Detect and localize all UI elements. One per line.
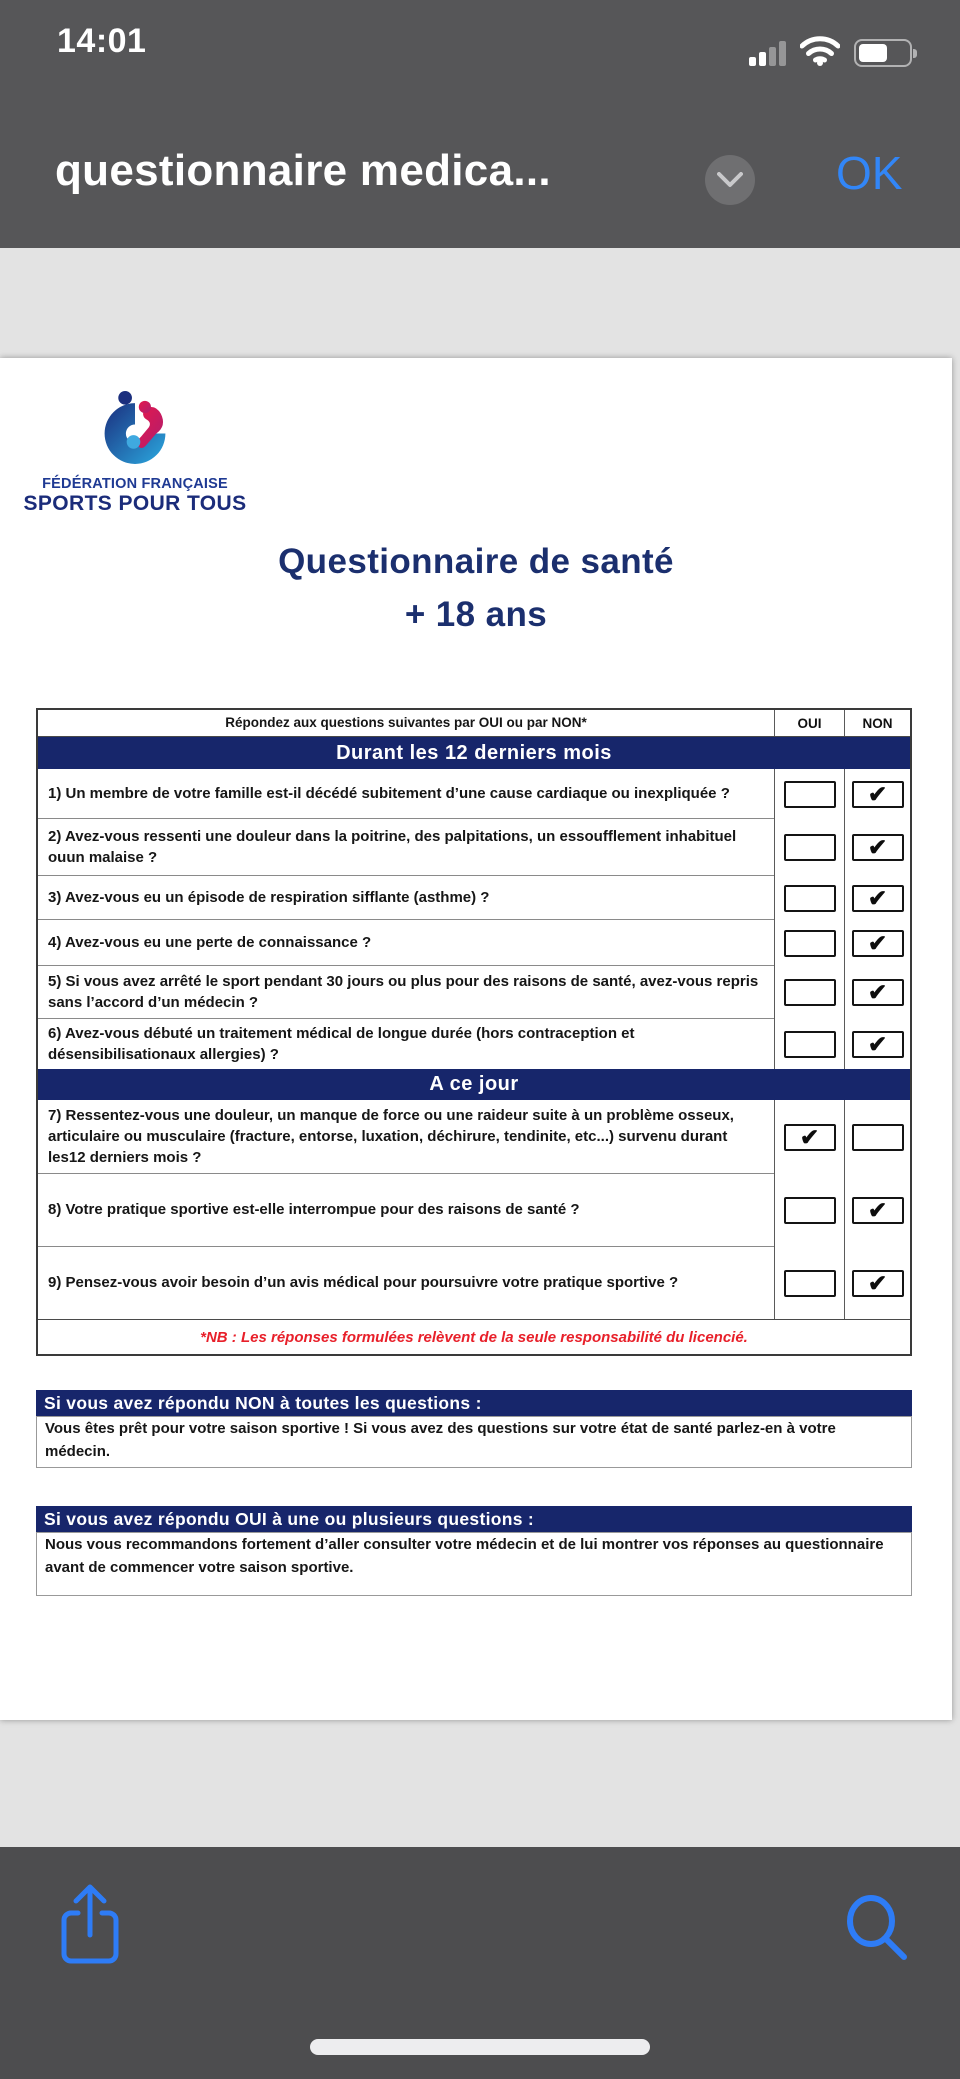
cellular-signal-icon	[749, 40, 786, 66]
table-footnote: *NB : Les réponses formulées relèvent de la seule responsabilité du licencié.	[38, 1319, 910, 1354]
table-row	[38, 1174, 910, 1247]
question-text: 1) Un membre de votre famille est-il décédé subitement d’une cause cardiaque ou inexpliquée ?	[38, 769, 774, 819]
checkbox-q8-oui[interactable]	[784, 1197, 836, 1224]
checkbox-q3-oui[interactable]	[784, 885, 836, 912]
checkbox-q2-oui[interactable]	[784, 834, 836, 861]
checkbox-q1-non[interactable]: ✔	[852, 781, 904, 808]
table-row	[38, 876, 910, 920]
logo-text-sports-pour-tous: SPORTS POUR TOUS	[23, 492, 247, 515]
checkbox-q3-non[interactable]: ✔	[852, 885, 904, 912]
checkbox-q5-oui[interactable]	[784, 979, 836, 1006]
checkbox-q6-oui[interactable]	[784, 1031, 836, 1058]
section-banner-12-derniers-mois: Durant les 12 derniers mois	[38, 737, 910, 769]
bottom-toolbar	[0, 1847, 960, 2079]
question-text: 6) Avez-vous débuté un traitement médical de longue durée (hors contraception et désensibilisationaux allergies) ?	[48, 1024, 635, 1063]
question-text: 9) Pensez-vous avoir besoin d’un avis médical pour poursuivre votre pratique sportive ?	[48, 1274, 679, 1292]
checkbox-q1-oui[interactable]	[784, 781, 836, 808]
checkbox-q5-non[interactable]: ✔	[852, 979, 904, 1006]
table-row	[38, 920, 910, 966]
pdf-page	[0, 358, 952, 1720]
result-non-body: Vous êtes prêt pour votre saison sportive ! Si vous avez des questions sur votre état de santé parlez-en à votre médecin.	[36, 1416, 912, 1468]
federation-logo	[20, 386, 250, 516]
logo-text-federation: FÉDÉRATION FRANÇAISE	[42, 476, 228, 492]
checkbox-q4-non[interactable]: ✔	[852, 930, 904, 957]
share-button[interactable]	[58, 1883, 122, 1967]
table-header-row	[38, 710, 910, 737]
share-icon	[58, 1883, 122, 1967]
ok-button[interactable]: OK	[836, 147, 903, 199]
checkbox-q9-oui[interactable]	[784, 1270, 836, 1297]
table-row	[38, 1100, 910, 1174]
question-text: 7) Ressentez-vous une douleur, un manque de force ou une raideur suite à un problème osseux, articulaire ou musculaire (fracture, entorse, luxation, déchirure, tendinite, etc...) survenu durant les12 derniers mois ?	[38, 1100, 774, 1174]
header-non-label: NON	[844, 710, 910, 736]
home-indicator[interactable]	[310, 2039, 650, 2055]
sports-pour-tous-logo-icon	[97, 386, 173, 472]
questionnaire-table	[36, 708, 912, 1356]
title-menu-button[interactable]	[705, 155, 755, 205]
battery-icon	[854, 39, 912, 67]
chevron-down-icon	[717, 172, 743, 188]
document-title-label: questionnaire medica...	[55, 146, 551, 195]
checkbox-q7-non[interactable]	[852, 1124, 904, 1151]
table-row	[38, 769, 910, 819]
question-text: 2) Avez-vous ressenti une douleur dans la poitrine, des palpitations, un essoufflement inhabituel ouun malaise ?	[38, 819, 774, 876]
question-text: 4) Avez-vous eu une perte de connaissance ?	[38, 920, 774, 966]
heading-line1: Questionnaire de santé	[278, 542, 674, 581]
checkbox-q4-oui[interactable]	[784, 930, 836, 957]
header-oui-label: OUI	[774, 710, 844, 736]
result-oui-banner: Si vous avez répondu OUI à une ou plusieurs questions :	[36, 1506, 912, 1532]
table-row	[38, 819, 910, 876]
header-question-label: Répondez aux questions suivantes par OUI ou par NON*	[225, 715, 587, 731]
table-row	[38, 966, 910, 1019]
table-row	[38, 1247, 910, 1319]
checkbox-q8-non[interactable]: ✔	[852, 1197, 904, 1224]
wifi-icon	[800, 36, 840, 71]
status-time: 14:01	[57, 22, 147, 60]
top-chrome	[0, 0, 960, 248]
questionnaire-heading	[0, 536, 952, 641]
checkbox-q7-oui[interactable]: ✔	[784, 1124, 836, 1151]
question-text: 8) Votre pratique sportive est-elle interrompue pour des raisons de santé ?	[38, 1174, 774, 1247]
status-icons	[749, 36, 912, 70]
section-banner-a-ce-jour: A ce jour	[38, 1069, 910, 1100]
table-row	[38, 1019, 910, 1069]
checkbox-q2-non[interactable]: ✔	[852, 834, 904, 861]
search-icon	[844, 1895, 910, 1961]
result-oui-body: Nous vous recommandons fortement d’aller consulter votre médecin et de lui montrer vos réponses au questionnaire avant de commencer votre saison sportive.	[36, 1532, 912, 1596]
question-text: 5) Si vous avez arrêté le sport pendant 30 jours ou plus pour des raisons de santé, avez-vous repris sans l’accord d’un médecin ?	[38, 966, 774, 1019]
result-non-banner: Si vous avez répondu NON à toutes les questions :	[36, 1390, 912, 1416]
heading-line2: + 18 ans	[404, 594, 548, 634]
question-text: 3) Avez-vous eu un épisode de respiration sifflante (asthme) ?	[38, 876, 774, 920]
checkbox-q6-non[interactable]: ✔	[852, 1031, 904, 1058]
search-button[interactable]	[844, 1895, 910, 1961]
checkbox-q9-non[interactable]: ✔	[852, 1270, 904, 1297]
